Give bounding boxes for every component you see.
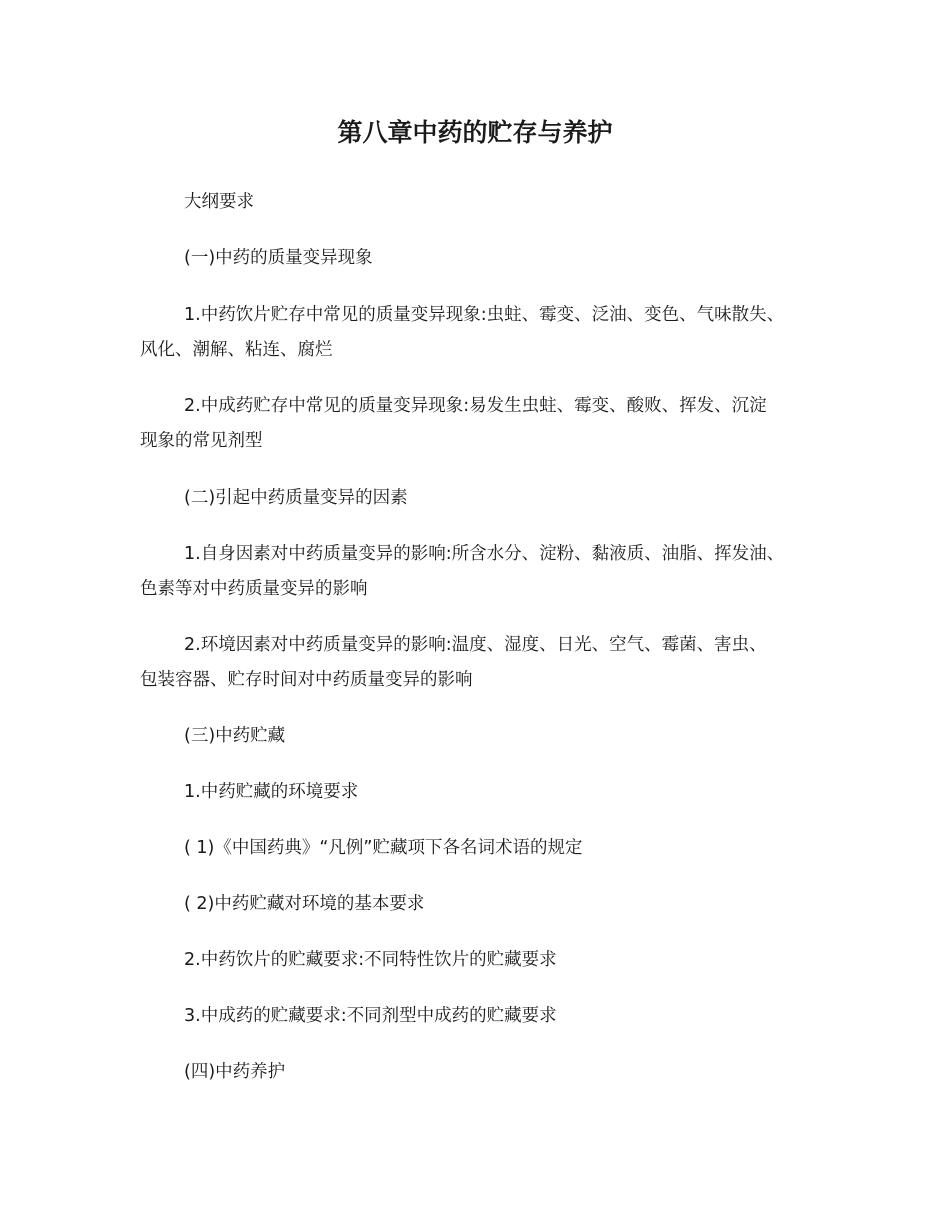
section-heading: (二)引起中药质量变异的因素	[184, 488, 408, 508]
paragraph-line: ( 1)《中国药典》“凡例”贮藏项下各名词术语的规定	[184, 838, 583, 858]
paragraph-line: 2.中药饮片的贮藏要求:不同特性饮片的贮藏要求	[184, 950, 557, 970]
page-title: 第八章中药的贮存与养护	[337, 118, 613, 147]
section-heading: (三)中药贮藏	[184, 726, 286, 746]
paragraph-line: ( 2)中药贮藏对环境的基本要求	[184, 894, 425, 914]
paragraph-line: 色素等对中药质量变异的影响	[140, 579, 368, 599]
paragraph-line: 1.中药饮片贮存中常见的质量变异现象:虫蛀、霉变、泛油、变色、气味散失、	[184, 305, 785, 325]
paragraph-line: 2.环境因素对中药质量变异的影响:温度、湿度、日光、空气、霉菌、害虫、	[184, 635, 767, 655]
paragraph-line: 1.中药贮藏的环境要求	[184, 782, 359, 802]
paragraph-line: 1.自身因素对中药质量变异的影响:所含水分、淀粉、黏液质、油脂、挥发油、	[184, 544, 785, 564]
paragraph-line: 3.中成药的贮藏要求:不同剂型中成药的贮藏要求	[184, 1006, 557, 1026]
paragraph-line: 现象的常见剂型	[140, 431, 263, 451]
section-heading: (一)中药的质量变异现象	[184, 248, 373, 268]
paragraph-line: 包装容器、贮存时间对中药质量变异的影响	[140, 670, 473, 690]
section-heading: 大纲要求	[184, 192, 254, 212]
paragraph-line: 风化、潮解、粘连、腐烂	[140, 340, 333, 360]
section-heading: (四)中药养护	[184, 1062, 286, 1082]
paragraph-line: 2.中成药贮存中常见的质量变异现象:易发生虫蛀、霉变、酸败、挥发、沉淀	[184, 396, 767, 416]
